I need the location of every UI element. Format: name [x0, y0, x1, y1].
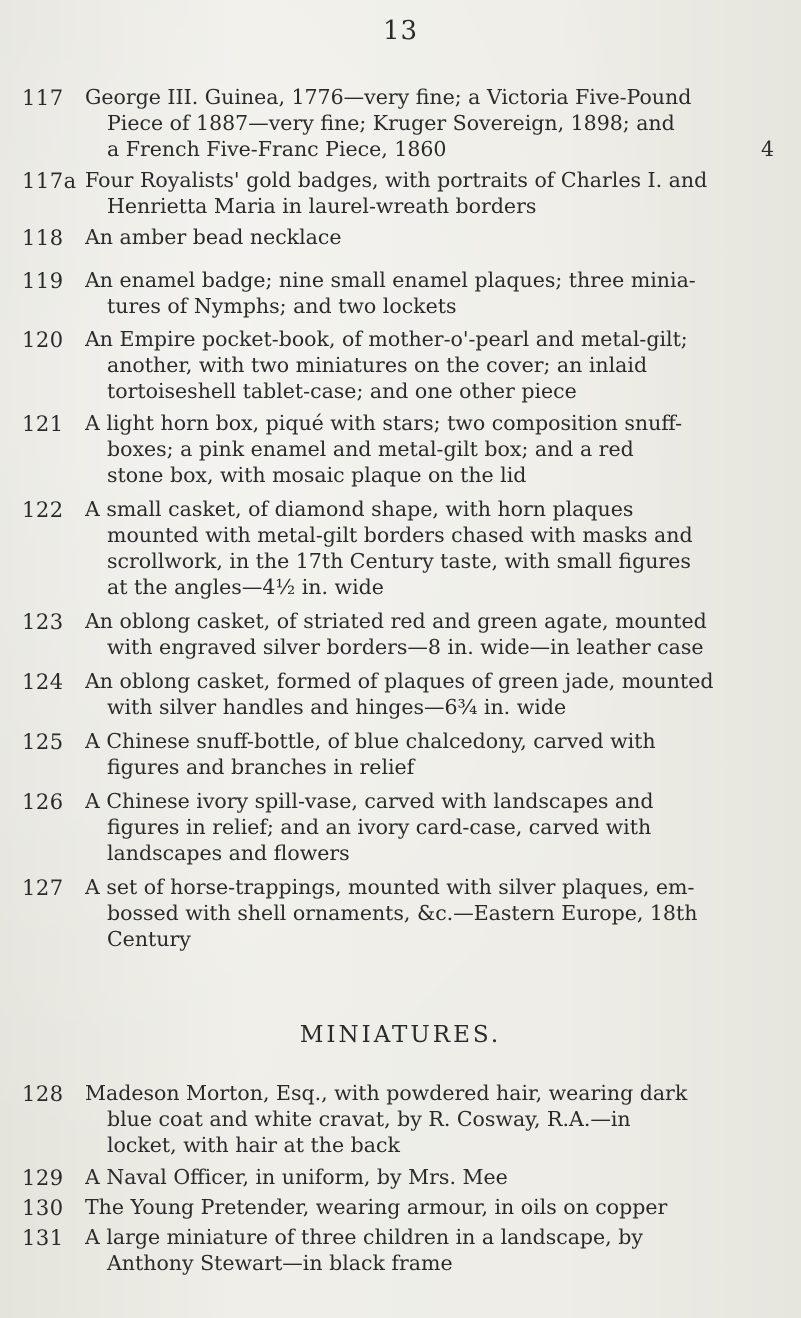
- description-line: A Naval Officer, in uniform, by Mrs. Mee: [85, 1165, 508, 1189]
- description-line: Henrietta Maria in laurel-wreath borders: [107, 194, 537, 218]
- description-line: [85, 136, 780, 162]
- description-line: figures in relief; and an ivory card-case, carved with: [107, 815, 652, 839]
- lot-description: [85, 788, 780, 866]
- lot-description: [85, 224, 780, 250]
- lot-number: 120: [22, 328, 64, 352]
- lot-number: 125: [22, 730, 64, 754]
- lot-number: 118: [22, 226, 64, 250]
- description-line: mounted with metal-gilt borders chased with masks and: [107, 523, 693, 547]
- description-line: The Young Pretender, wearing armour, in oils on copper: [85, 1195, 668, 1219]
- description-line: A set of horse-trappings, mounted with silver plaques, em-: [85, 875, 695, 899]
- description-line: blue coat and white cravat, by R. Cosway, R.A.—in: [107, 1107, 631, 1131]
- description-line: A light horn box, piqué with stars; two composition snuff-: [85, 411, 683, 435]
- lot-description: [85, 1080, 780, 1158]
- lot-number: 126: [22, 790, 64, 814]
- description-line: An Empire pocket-book, of mother-o'-pearl and metal-gilt;: [85, 327, 688, 351]
- lot-number: 117a: [22, 169, 77, 193]
- lot-description: [85, 668, 780, 720]
- lot-description: [85, 1164, 780, 1190]
- lot-description: [85, 1194, 780, 1220]
- lot-description: [85, 326, 780, 404]
- description-line: scrollwork, in the 17th Century taste, with small figures: [107, 549, 691, 573]
- lot-quantity: 4: [760, 137, 774, 161]
- description-line: boxes; a pink enamel and metal-gilt box; and a red: [107, 437, 634, 461]
- lot-number: 119: [22, 269, 64, 293]
- lot-number: 128: [22, 1082, 64, 1106]
- description-line: tures of Nymphs; and two lockets: [107, 294, 457, 318]
- section-heading: MINIATURES.: [299, 1022, 502, 1048]
- description-line: An amber bead necklace: [85, 225, 342, 249]
- lot-description: [85, 167, 780, 219]
- lot-number: 117: [22, 86, 64, 110]
- description-line: stone box, with mosaic plaque on the lid: [107, 463, 527, 487]
- lot-number: 131: [22, 1226, 64, 1250]
- description-line: another, with two miniatures on the cover; an inlaid: [107, 353, 648, 377]
- description-line: Anthony Stewart—in black frame: [107, 1251, 453, 1275]
- description-line: An oblong casket, of striated red and green agate, mounted: [85, 609, 707, 633]
- lot-number: 130: [22, 1196, 64, 1220]
- description-text: a French Five-Franc Piece, 1860: [107, 137, 447, 161]
- lot-number: 121: [22, 412, 64, 436]
- lot-description: [85, 410, 780, 488]
- lot-number: 122: [22, 498, 64, 522]
- lot-description: [85, 728, 780, 780]
- lot-description: [85, 874, 780, 952]
- lot-description: [85, 608, 780, 660]
- lot-description: [85, 267, 780, 319]
- description-line: with engraved silver borders—8 in. wide—in leather case: [107, 635, 704, 659]
- lot-description: [85, 1224, 780, 1276]
- lot-number: 127: [22, 876, 64, 900]
- description-line: figures and branches in relief: [107, 755, 415, 779]
- lot-number: 129: [22, 1166, 64, 1190]
- description-line: Madeson Morton, Esq., with powdered hair, wearing dark: [85, 1081, 688, 1105]
- lot-description: [85, 84, 780, 162]
- description-line: George III. Guinea, 1776—very fine; a Victoria Five-Pound: [85, 85, 692, 109]
- description-line: at the angles—4½ in. wide: [107, 575, 384, 599]
- lot-description: [85, 496, 780, 600]
- description-line: landscapes and flowers: [107, 841, 350, 865]
- description-line: Four Royalists' gold badges, with portraits of Charles I. and: [85, 168, 708, 192]
- description-line: A Chinese ivory spill-vase, carved with landscapes and: [85, 789, 654, 813]
- description-line: bossed with shell ornaments, &c.—Eastern Europe, 18th: [107, 901, 698, 925]
- description-line: An enamel badge; nine small enamel plaques; three minia-: [85, 268, 696, 292]
- description-line: An oblong casket, formed of plaques of green jade, mounted: [85, 669, 714, 693]
- description-line: A Chinese snuff-bottle, of blue chalcedony, carved with: [85, 729, 656, 753]
- lot-number: 123: [22, 610, 64, 634]
- description-line: Century: [107, 927, 191, 951]
- description-line: A small casket, of diamond shape, with horn plaques: [85, 497, 634, 521]
- description-line: A large miniature of three children in a landscape, by: [85, 1225, 643, 1249]
- description-line: tortoiseshell tablet-case; and one other piece: [107, 379, 577, 403]
- description-line: with silver handles and hinges—6¾ in. wide: [107, 695, 567, 719]
- description-line: locket, with hair at the back: [107, 1133, 400, 1157]
- description-line: Piece of 1887—very fine; Kruger Sovereign, 1898; and: [107, 111, 675, 135]
- lot-number: 124: [22, 670, 64, 694]
- page-number: 13: [382, 16, 419, 46]
